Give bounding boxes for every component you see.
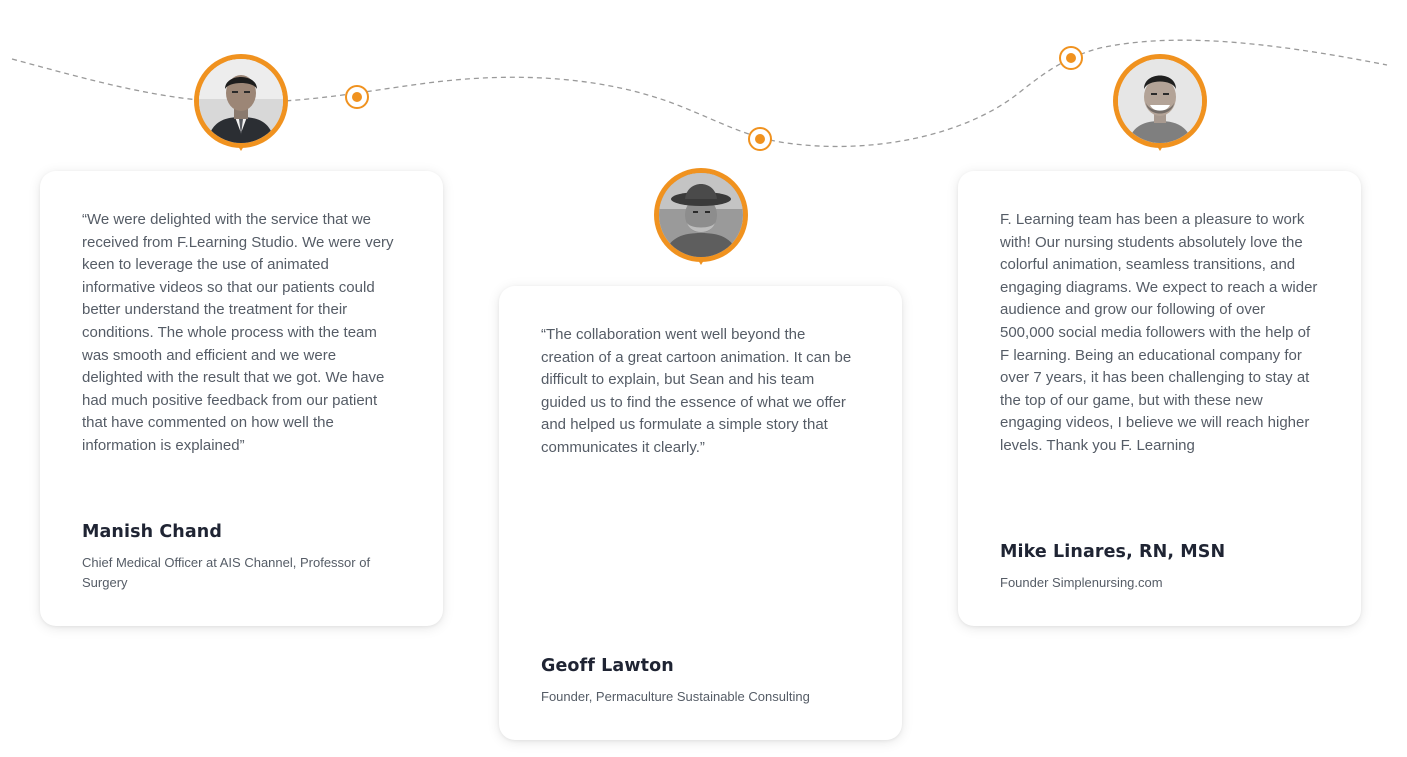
avatar xyxy=(659,173,743,257)
avatar-pin-geoff xyxy=(654,168,748,274)
testimonial-quote: F. Learning team has been a pleasure to work with! Our nursing students absolutely love the colorful animation, seamless transitions, and engaging diagrams. We expect to reach a wider audience and grow our following of over 500,000 social media followers with the help of F learning. Being an educational company for over 7 years, it has been challenging to stay at the top of our game, but with these new engaging videos, I believe we will reach higher levels. Thank you F. Learning xyxy=(1000,211,1318,454)
avatar xyxy=(1118,59,1202,143)
avatar-pin-manish xyxy=(194,54,288,160)
waypoint-marker-icon xyxy=(749,128,771,150)
testimonial-author-name: Manish Chand xyxy=(82,522,222,542)
avatar xyxy=(199,59,283,143)
waypoint-marker-icon xyxy=(346,86,368,108)
testimonial-card xyxy=(958,171,1361,626)
person-in-hat-photo-icon xyxy=(659,173,743,257)
testimonial-author-name: Mike Linares, RN, MSN xyxy=(1000,542,1226,562)
testimonial-quote: “The collaboration went well beyond the creation of a great cartoon animation. It can be difficult to explain, but Sean and his team guided us to find the essence of what we offer and helped us formulate a simple story that communicates it clearly.” xyxy=(541,326,852,456)
avatar-pin-mike xyxy=(1113,54,1207,160)
testimonial-author-role: Founder, Permaculture Sustainable Consulting xyxy=(541,689,810,704)
person-in-suit-photo-icon xyxy=(199,59,283,143)
testimonial-quote: “We were delighted with the service that we received from F.Learning Studio. We were very keen to leverage the use of animated informative videos so that our patients could better understand the treatment for their conditions. The whole process with the team was smooth and efficient and we were delighted with the result that we got. We have had much positive feedback from our patient that have commented on how well the information is explained” xyxy=(82,211,394,454)
testimonial-author-name: Geoff Lawton xyxy=(541,656,674,676)
waypoint-marker-icon xyxy=(1060,47,1082,69)
testimonial-card xyxy=(40,171,443,626)
smiling-person-photo-icon xyxy=(1118,59,1202,143)
testimonial-author-role: Chief Medical Officer at AIS Channel, Professor of Surgery xyxy=(82,555,371,590)
testimonial-author-role: Founder Simplenursing.com xyxy=(1000,575,1163,590)
testimonial-card xyxy=(499,286,902,740)
